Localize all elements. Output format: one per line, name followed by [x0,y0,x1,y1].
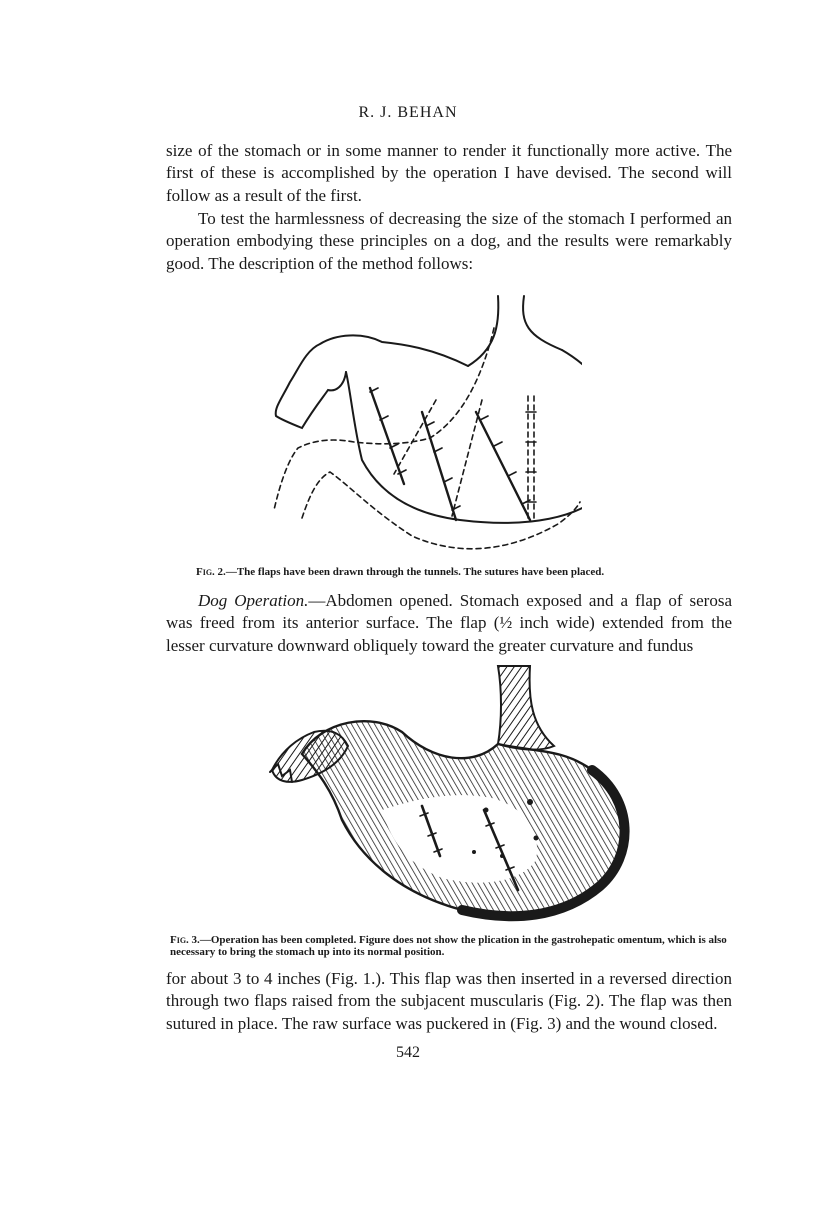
page-number: 542 [396,1044,420,1061]
paragraph-intro: size of the stomach or in some manner to render it functionally more active. The first of these is accomplished by the operation I have devised. The second will follow as a result of the first. [166,141,732,205]
dog-operation-text: —Abdomen opened. Stomach exposed and a flap of serosa was freed from its anterior surface. The flap (½ inch wide) extended from the lesser curvature downward obliquely toward the greater curvature and fundus [166,591,733,655]
figure-3-caption-text: —Operation has been completed. Figure does not show the plication in the gastrohepatic omentum, which is also necessary to bring the stomach up into its normal position. [170,934,727,958]
dog-operation-heading: Dog Operation. [198,591,309,610]
figure-3-caption [170,934,736,958]
figure-2-label: Fig. 2. [196,566,226,578]
figure-2-caption [196,566,736,578]
running-head: R. J. BEHAN [358,104,458,121]
figure-3-label: Fig. 3. [170,934,200,946]
figure-2-caption-text: —The flaps have been drawn through the tunnels. The sutures have been placed. [225,566,605,578]
figure-2-illustration [262,288,582,558]
paragraph-test: To test the harmlessness of decreasing the size of the stomach I performed an operation embodying these principles on a dog, and the results were remarkably good. The description of the method follows: [166,209,732,273]
figure-3-illustration [262,660,642,930]
paragraph-closing: for about 3 to 4 inches (Fig. 1.). This flap was then inserted in a reversed direction through two flaps raised from the subjacent muscularis (Fig. 2). The flap was then sutured in place. The raw surface was puckered in (Fig. 3) and the wound closed. [166,969,732,1033]
paragraph-dog-operation [166,590,732,657]
